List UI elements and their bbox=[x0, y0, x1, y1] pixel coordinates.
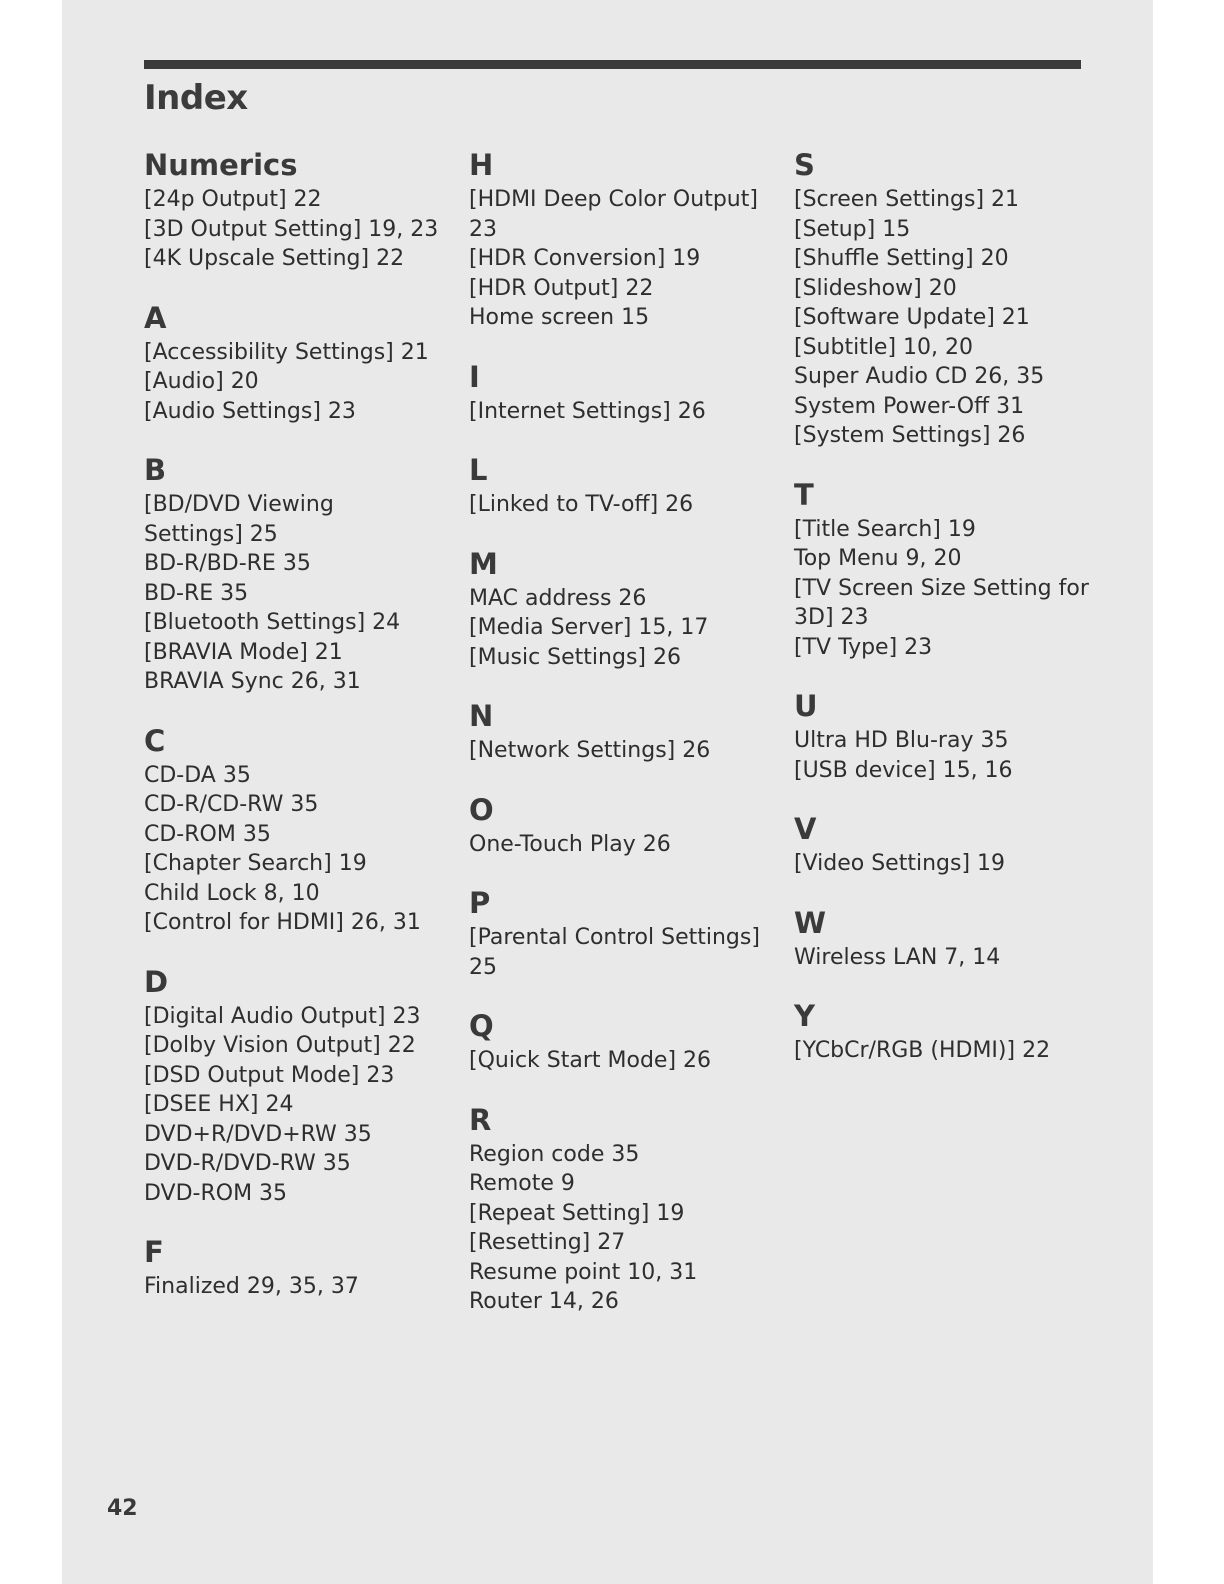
index-entry: Ultra HD Blu-ray 35 bbox=[794, 728, 1009, 753]
top-rule bbox=[144, 60, 1081, 69]
index-group-heading: C bbox=[144, 723, 166, 758]
index-group bbox=[469, 696, 789, 766]
index-entry: Top Menu 9, 20 bbox=[794, 546, 962, 571]
group-spacer bbox=[144, 274, 464, 298]
index-group-heading: Q bbox=[469, 1009, 494, 1043]
index-group bbox=[794, 996, 1114, 1066]
group-spacer bbox=[469, 859, 789, 883]
index-entry: Child Lock 8, 10 bbox=[144, 880, 320, 906]
index-entry-list bbox=[469, 736, 789, 766]
index-group bbox=[794, 686, 1114, 785]
index-entry: BD-R/BD-RE 35 bbox=[144, 551, 311, 576]
index-group bbox=[794, 903, 1114, 973]
index-entry: [USB device] 15, 16 bbox=[794, 757, 1013, 783]
index-entry: BRAVIA Sync 26, 31 bbox=[144, 669, 361, 694]
index-entry: [Accessibility Settings] 21 bbox=[144, 339, 429, 365]
index-entry: [Subtitle] 10, 20 bbox=[794, 334, 974, 360]
group-spacer bbox=[794, 785, 1114, 809]
index-entry: [Network Settings] 26 bbox=[469, 738, 711, 763]
index-entry: [Repeat Setting] 19 bbox=[469, 1200, 685, 1226]
index-entry: CD-ROM 35 bbox=[144, 821, 271, 847]
index-group bbox=[144, 1232, 464, 1302]
index-entry-list bbox=[469, 490, 789, 520]
group-spacer bbox=[794, 451, 1114, 475]
index-group-heading: S bbox=[794, 148, 815, 182]
index-entry: System Power-Off 31 bbox=[794, 393, 1025, 419]
index-group-heading: A bbox=[144, 300, 167, 335]
index-group bbox=[794, 145, 1114, 451]
index-entry: [DSEE HX] 24 bbox=[144, 1092, 294, 1117]
index-entry: [HDR Output] 22 bbox=[469, 275, 654, 301]
index-group-heading: P bbox=[469, 886, 491, 920]
index-group bbox=[144, 450, 464, 697]
index-group bbox=[469, 1100, 789, 1317]
index-entry: Router 14, 26 bbox=[469, 1289, 619, 1314]
index-entry: [3D Output Setting] 19, 23 bbox=[144, 216, 439, 242]
index-entry-list bbox=[469, 584, 789, 673]
index-entry: [Digital Audio Output] 23 bbox=[144, 1003, 421, 1029]
index-entry: [Resetting] 27 bbox=[469, 1230, 626, 1255]
index-group bbox=[469, 1006, 789, 1076]
index-entry: Home screen 15 bbox=[469, 305, 650, 330]
index-entry: [Bluetooth Settings] 24 bbox=[144, 610, 401, 635]
index-entry: BD-RE 35 bbox=[144, 580, 249, 606]
index-group-heading: I bbox=[469, 359, 480, 394]
group-spacer bbox=[794, 972, 1114, 996]
index-group-heading: V bbox=[794, 812, 817, 846]
index-entry: Region code 35 bbox=[469, 1141, 640, 1167]
index-entry: Remote 9 bbox=[469, 1171, 575, 1196]
index-entry-list bbox=[144, 761, 464, 938]
group-spacer bbox=[469, 982, 789, 1006]
index-group bbox=[469, 883, 789, 982]
index-entry-list bbox=[794, 726, 1114, 785]
index-group bbox=[469, 790, 789, 860]
index-entry: [Parental Control Settings] bbox=[469, 925, 760, 950]
index-entry: 3D] 23 bbox=[794, 605, 869, 630]
index-entry: 25 bbox=[469, 954, 497, 980]
index-entry: [Slideshow] 20 bbox=[794, 275, 957, 301]
index-entry: [Video Settings] 19 bbox=[794, 851, 1006, 876]
group-spacer bbox=[144, 697, 464, 721]
index-group-heading: W bbox=[794, 905, 826, 940]
index-column-2 bbox=[469, 145, 789, 1317]
group-spacer bbox=[144, 426, 464, 450]
group-spacer bbox=[794, 662, 1114, 686]
index-entry: [Control for HDMI] 26, 31 bbox=[144, 910, 421, 935]
index-entry: CD-R/CD-RW 35 bbox=[144, 792, 319, 817]
index-entry: Resume point 10, 31 bbox=[469, 1259, 698, 1285]
index-group-heading: D bbox=[144, 964, 169, 999]
index-group-heading: R bbox=[469, 1102, 492, 1137]
group-spacer bbox=[794, 879, 1114, 903]
index-entry: [Media Server] 15, 17 bbox=[469, 615, 709, 640]
index-entry: CD-DA 35 bbox=[144, 762, 251, 788]
index-entry: Wireless LAN 7, 14 bbox=[794, 944, 1001, 970]
index-entry-list bbox=[794, 943, 1114, 973]
index-entry: [HDMI Deep Color Output] bbox=[469, 187, 758, 212]
index-group bbox=[469, 357, 789, 427]
index-entry-list bbox=[469, 397, 789, 427]
index-group bbox=[144, 298, 464, 427]
group-spacer bbox=[144, 1208, 464, 1232]
index-group-heading: N bbox=[469, 699, 494, 733]
index-entry: [Title Search] 19 bbox=[794, 516, 976, 542]
group-spacer bbox=[144, 938, 464, 962]
index-entry: DVD-ROM 35 bbox=[144, 1180, 288, 1206]
page-title: Index bbox=[144, 78, 248, 118]
index-entry-list bbox=[469, 1046, 789, 1076]
index-entry: [TV Screen Size Setting for bbox=[794, 575, 1089, 601]
index-entry-list bbox=[469, 1140, 789, 1317]
index-entry: [DSD Output Mode] 23 bbox=[144, 1062, 395, 1088]
index-entry: [Chapter Search] 19 bbox=[144, 851, 367, 876]
index-group-heading: Y bbox=[794, 999, 815, 1033]
index-column-3 bbox=[794, 145, 1114, 1066]
group-spacer bbox=[469, 1076, 789, 1100]
index-group-heading: M bbox=[469, 546, 498, 581]
index-entry: 23 bbox=[469, 216, 497, 242]
index-group bbox=[794, 809, 1114, 879]
index-group-heading: H bbox=[469, 148, 494, 182]
index-entry: [Setup] 15 bbox=[794, 216, 911, 242]
group-spacer bbox=[469, 766, 789, 790]
index-entry: DVD+R/DVD+RW 35 bbox=[144, 1121, 372, 1147]
group-spacer bbox=[469, 426, 789, 450]
index-entry: [Quick Start Mode] 26 bbox=[469, 1048, 712, 1073]
index-entry-list bbox=[144, 338, 464, 427]
group-spacer bbox=[469, 672, 789, 696]
index-entry: [Linked to TV-off] 26 bbox=[469, 492, 694, 517]
index-group bbox=[794, 475, 1114, 663]
index-entry: [HDR Conversion] 19 bbox=[469, 246, 701, 271]
index-group bbox=[469, 544, 789, 673]
index-entry-list bbox=[469, 185, 789, 333]
index-entry: [Audio Settings] 23 bbox=[144, 398, 356, 424]
index-entry: [TV Type] 23 bbox=[794, 634, 933, 660]
index-entry: Super Audio CD 26, 35 bbox=[794, 364, 1045, 389]
index-entry-list bbox=[794, 849, 1114, 879]
index-entry-list bbox=[144, 185, 464, 274]
index-entry: Settings] 25 bbox=[144, 521, 278, 547]
group-spacer bbox=[469, 520, 789, 544]
index-entry: DVD-R/DVD-RW 35 bbox=[144, 1151, 351, 1176]
index-entry-list bbox=[144, 1272, 464, 1302]
index-entry: [Internet Settings] 26 bbox=[469, 398, 706, 424]
index-entry: [4K Upscale Setting] 22 bbox=[144, 246, 405, 271]
index-entry: One-Touch Play 26 bbox=[469, 831, 671, 857]
index-entry: [Dolby Vision Output] 22 bbox=[144, 1033, 416, 1058]
index-group bbox=[144, 962, 464, 1209]
index-group-heading: T bbox=[794, 477, 814, 512]
index-group-heading: B bbox=[144, 453, 167, 487]
index-entry-list bbox=[794, 515, 1114, 663]
index-entry: [Audio] 20 bbox=[144, 369, 259, 394]
index-group-heading: F bbox=[144, 1235, 164, 1269]
index-entry-list bbox=[144, 1002, 464, 1209]
index-entry: [Music Settings] 26 bbox=[469, 644, 681, 670]
index-entry-list bbox=[469, 923, 789, 982]
index-entry: [System Settings] 26 bbox=[794, 423, 1026, 448]
index-group bbox=[469, 145, 789, 333]
index-group-heading: L bbox=[469, 453, 488, 487]
index-group-heading: Numerics bbox=[144, 148, 298, 182]
index-entry: [Software Update] 21 bbox=[794, 305, 1030, 330]
index-entry: [BRAVIA Mode] 21 bbox=[144, 639, 343, 665]
index-entry: [Screen Settings] 21 bbox=[794, 187, 1020, 212]
index-group bbox=[144, 721, 464, 938]
index-entry: [YCbCr/RGB (HDMI)] 22 bbox=[794, 1038, 1051, 1063]
index-entry: [24p Output] 22 bbox=[144, 187, 322, 212]
index-group bbox=[469, 450, 789, 520]
index-column-1 bbox=[144, 145, 464, 1302]
index-group-heading: O bbox=[469, 792, 494, 827]
index-entry-list bbox=[469, 830, 789, 860]
index-entry: [BD/DVD Viewing bbox=[144, 492, 334, 517]
page-number: 42 bbox=[107, 1496, 138, 1521]
index-entry-list bbox=[144, 490, 464, 697]
index-entry-list bbox=[794, 1036, 1114, 1066]
index-entry-list bbox=[794, 185, 1114, 451]
group-spacer bbox=[469, 333, 789, 357]
index-entry: MAC address 26 bbox=[469, 585, 647, 611]
index-entry: [Shuffle Setting] 20 bbox=[794, 246, 1009, 271]
index-group-heading: U bbox=[794, 689, 818, 723]
index-entry: Finalized 29, 35, 37 bbox=[144, 1274, 359, 1299]
index-group bbox=[144, 145, 464, 274]
